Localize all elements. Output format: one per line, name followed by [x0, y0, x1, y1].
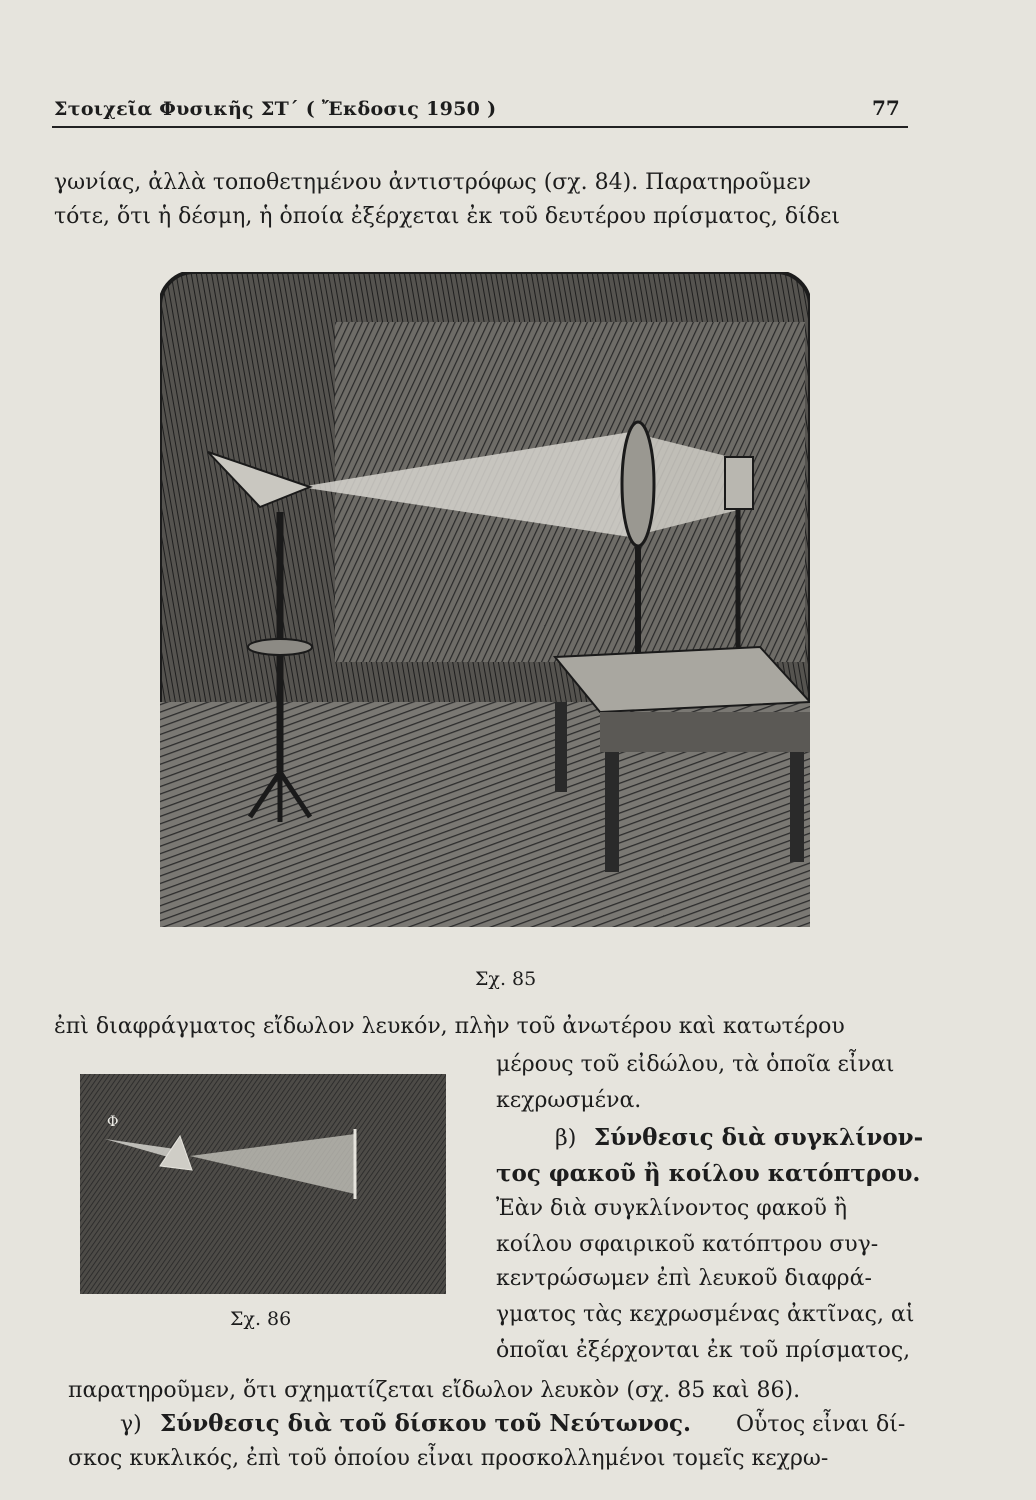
- section-b-label: β): [555, 1126, 577, 1151]
- body-line-4: μέρους τοῦ εἰδώλου, τὰ ὁποῖα εἶναι: [496, 1052, 895, 1077]
- section-c-text: Οὗτος εἶναι δί-: [736, 1412, 906, 1437]
- body-line-7: κοίλου σφαιρικοῦ κατόπτρου συγ-: [496, 1232, 879, 1257]
- figure-86-photo: [80, 1074, 446, 1294]
- running-head: Στοιχεῖα Φυσικῆς ΣΤ΄ ( Ἔκδοσις 1950 ): [54, 98, 497, 120]
- section-b-heading-1: Σύνθεσις διὰ συγκλίνον-: [594, 1124, 924, 1151]
- body-line-11: παρατηροῦμεν, ὅτι σχηματίζεται εἴδωλον λευκὸν (σχ. 85 καὶ 86).: [68, 1378, 801, 1403]
- figure-85-caption: Σχ. 85: [475, 968, 537, 990]
- body-line-6: Ἐὰν διὰ συγκλίνοντος φακοῦ ἢ: [496, 1196, 848, 1221]
- header-rule: [52, 126, 908, 128]
- body-line-3: ἐπὶ διαφράγματος εἴδωλον λευκόν, πλὴν τοῦ ἀνωτέρου καὶ κατωτέρου: [54, 1014, 845, 1039]
- figure-85-engraving: [160, 272, 810, 927]
- figure-86-caption: Σχ. 86: [230, 1308, 292, 1330]
- body-line-8: κεντρώσωμεν ἐπὶ λευκοῦ διαφρά-: [496, 1266, 872, 1291]
- section-c-label: γ): [120, 1412, 142, 1437]
- figure-86-letter: Φ: [107, 1114, 119, 1130]
- section-c-heading: Σύνθεσις διὰ τοῦ δίσκου τοῦ Νεύτωνος.: [160, 1410, 691, 1437]
- section-b-heading-2: τος φακοῦ ἢ κοίλου κατόπτρου.: [496, 1160, 921, 1187]
- body-line-2: τότε, ὅτι ἡ δέσμη, ἡ ὁποία ἐξέρχεται ἐκ τοῦ δευτέρου πρίσματος, δίδει: [54, 204, 841, 229]
- body-line-1: γωνίας, ἀλλὰ τοποθετημένου ἀντιστρόφως (σχ. 84). Παρατηροῦμεν: [54, 170, 811, 195]
- body-line-10: ὁποῖαι ἐξέρχονται ἐκ τοῦ πρίσματος,: [496, 1338, 911, 1363]
- body-line-12: σκος κυκλικός, ἐπὶ τοῦ ὁποίου εἶναι προσκολλημένοι τομεῖς κεχρω-: [68, 1446, 829, 1471]
- page-number: 77: [872, 96, 900, 120]
- body-line-9: γματος τὰς κεχρωσμένας ἀκτῖνας, αἱ: [496, 1302, 915, 1327]
- body-line-5: κεχρωσμένα.: [496, 1088, 642, 1113]
